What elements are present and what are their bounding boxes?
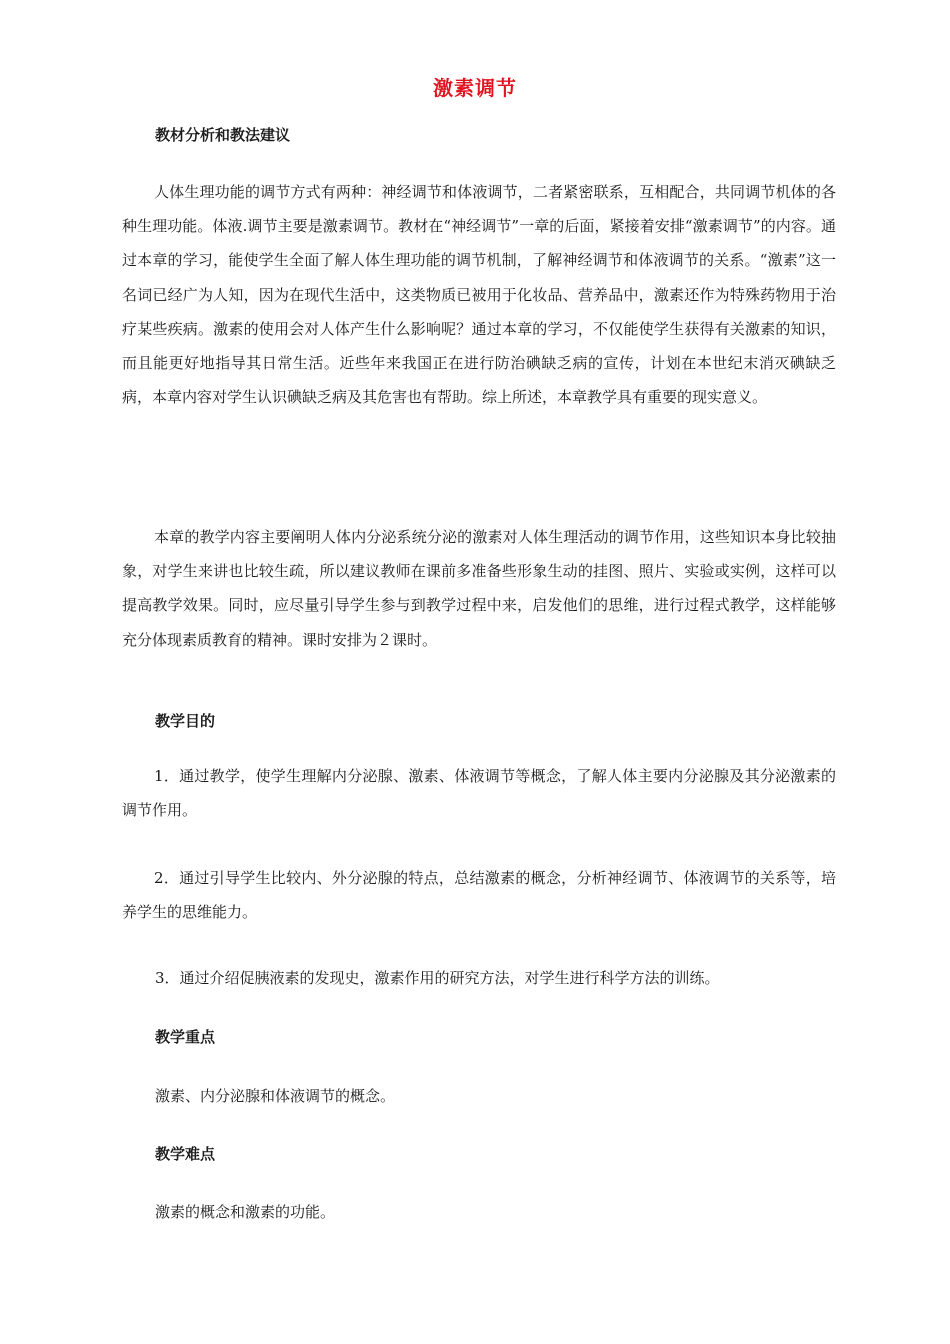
objective-item-3: 3．通过介绍促胰液素的发现史，激素作用的研究方法，对学生进行科学方法的训练。 (155, 969, 720, 987)
objective-item-1: 1．通过教学，使学生理解内分泌腺、激素、体液调节等概念，了解人体主要内分泌腺及其分泌激素的调节作用。 (122, 767, 836, 820)
analysis-paragraph-1: 人体生理功能的调节方式有两种：神经调节和体液调节，二者紧密联系，互相配合，共同调节机体的各种生理功能。体液.调节主要是激素调节。教材在“神经调节”一章的后面，紧接着安排“激素调节”的内容。通过本章的学习，能使学生全面了解人体生理功能的调节机制，了解神经调节和体液调节的关系。“激素”这一名词已经广为人知，因为在现代生活中，这类物质已被用于化妆品、营养品中，激素还作为特殊药物用于治疗某些疾病。激素的使用会对人体产生什么影响呢？通过本章的学习，不仅能使学生获得有关激素的知识，而且能更好地指导其日常生活。近些年来我国正在进行防治碘缺乏病的宣传，计划在本世纪末消灭碘缺乏病，本章内容对学生认识碘缺乏病及其危害也有帮助。综上所述，本章教学具有重要的现实意义。 (122, 183, 836, 407)
section-heading-difficulties: 教学难点 (155, 1145, 216, 1163)
section-heading-objectives: 教学目的 (155, 712, 216, 730)
page-title: 激素调节 (433, 76, 517, 100)
analysis-paragraph-2: 本章的教学内容主要阐明人体内分泌系统分泌的激素对人体生理活动的调节作用，这些知识本身比较抽象，对学生来讲也比较生疏，所以建议教师在课前多准备些形象生动的挂图、照片、实验或实例，这样可以提高教学效果。同时，应尽量引导学生参与到教学过程中来，启发他们的思维，进行过程式教学，这样能够充分体现素质教育的精神。课时安排为２课时。 (122, 528, 836, 649)
section-heading-analysis: 教材分析和教法建议 (155, 126, 291, 144)
difficulties-text: 激素的概念和激素的功能。 (155, 1203, 336, 1221)
objective-item-2: 2．通过引导学生比较内、外分泌腺的特点，总结激素的概念，分析神经调节、体液调节的关系等，培养学生的思维能力。 (122, 869, 836, 922)
section-heading-keypoints: 教学重点 (155, 1028, 216, 1046)
keypoints-text: 激素、内分泌腺和体液调节的概念。 (155, 1087, 396, 1105)
